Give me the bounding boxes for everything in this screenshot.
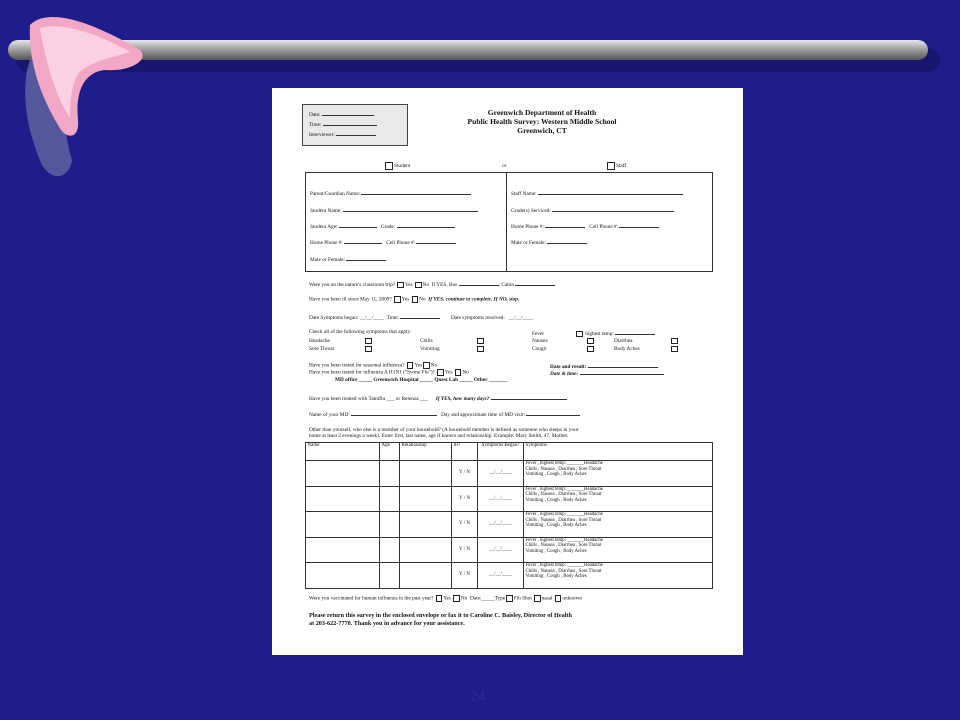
staff-checkbox: Staff <box>606 162 626 170</box>
col-relationship: Relationship <box>400 443 452 461</box>
symptoms-col4-boxes <box>670 337 679 353</box>
date-time-field: Date & time: <box>550 369 664 377</box>
time-field: Time: <box>309 120 377 128</box>
blank-cell <box>380 512 400 538</box>
blank-cell <box>306 512 380 538</box>
question-ill: Have you been ill since May 11, 2009? Yes No If YES, continue to complete. If NO, stop. <box>309 296 520 303</box>
page-number: 24 <box>470 688 486 704</box>
table-row <box>306 512 713 538</box>
symptoms-cell <box>524 537 713 563</box>
symptom-line: Chills , Nausea , Diarrhea , Sore Throat <box>525 568 602 574</box>
symptom-line: Vomiting , Cough , Body Aches <box>525 574 587 580</box>
staff-phone-fields: Home Phone #: Cell Phone #: <box>511 222 659 230</box>
began-cell: __/__/____ <box>478 512 524 538</box>
grades-serviced-field: Grade(s) Serviced: <box>511 206 674 214</box>
ill-cell: Y / N <box>452 461 478 487</box>
blank-cell <box>306 461 380 487</box>
ill-cell: Y / N <box>452 486 478 512</box>
return-instructions: Please return this survey in the enclosed envelope or fax it to Caroline C. Baisley, Director of Health at 203-622-7770. Thank you in advance for your assistance. <box>309 612 572 628</box>
or-label: or <box>502 163 507 169</box>
col-symptoms: Symptoms <box>524 443 713 461</box>
blank-cell <box>306 537 380 563</box>
question-vaccine: Were you vaccinated for human influenza in the past year? Yes No Date:_____Type Flu Shot nasal unknown <box>309 595 583 602</box>
table-row <box>306 486 713 512</box>
ill-cell: Y / N <box>452 512 478 538</box>
symptom-line: Fever , highest temp: _______Headache <box>525 563 603 568</box>
fever-checkbox: Fever highest temp: <box>532 329 655 337</box>
blank-cell <box>400 461 452 487</box>
question-symptom-dates: Date Symptoms began: __/__/____ Time: Date symptoms resolved: __/__/____ <box>309 315 533 321</box>
question-trip: Were you on the nature's classroom trip? Yes No If YES, Bus ; Cabin <box>309 280 555 288</box>
symptom-line: Fever , highest temp: _______Headache <box>525 486 603 492</box>
staff-gender-field: Male or Female: <box>511 238 587 246</box>
phone-fields: Home Phone #: Cell Phone #: <box>310 238 456 246</box>
symptom-line: Chills , Nausea , Diarrhea , Sore Throat <box>525 517 602 523</box>
blank-cell <box>400 512 452 538</box>
parent-name-field: Parent/Guardian Name: <box>310 189 471 197</box>
question-tamiflu: Have you been treated with Tamiflu ___ or Relenza ___ If YES, how many days? <box>309 394 567 402</box>
question-seasonal-flu: Have you been tested for seasonal influenza? Yes No <box>309 362 438 369</box>
symptoms-col2: Chills Vomiting <box>420 338 440 352</box>
household-intro: Other than yourself, who else is a member of your household? (A household member is defined as someone who sleeps in your home at least 2 evenings a week). Enter first, last name, age if known and relationship. Example: Mary Smith, 47, Mother. <box>309 427 579 440</box>
symptom-line: Fever , highest temp: _______Headache <box>525 461 603 466</box>
table-row <box>306 537 713 563</box>
question-md: Name of your MD: Day and approximate time of MD visit: <box>309 410 580 418</box>
symptoms-cell <box>524 563 713 589</box>
student-checkbox: Student <box>384 162 410 170</box>
table-row <box>306 563 713 589</box>
date-field: Date: <box>309 110 374 118</box>
student-name-field: Student Name: <box>310 206 478 214</box>
symptom-line: Chills , Nausea , Diarrhea , Sore Throat <box>525 492 602 498</box>
col-age: Age <box>380 443 400 461</box>
symptom-line: Vomiting , Cough , Body Aches <box>525 497 587 503</box>
student-age-field: Student Age: Grade: <box>310 222 455 230</box>
blank-cell <box>400 537 452 563</box>
symptoms-col1: Headache Sore Throat <box>309 338 335 352</box>
blank-cell <box>400 486 452 512</box>
blank-cell <box>380 563 400 589</box>
blank-cell <box>380 537 400 563</box>
ill-cell: Y / N <box>452 537 478 563</box>
symptom-line: Vomiting , Cough , Body Aches <box>525 548 587 554</box>
symptoms-col3-boxes <box>586 337 595 353</box>
ill-cell: Y / N <box>452 563 478 589</box>
date-result-field: Date and result: <box>550 362 658 370</box>
table-row <box>306 461 713 487</box>
staff-name-field: Staff Name: <box>511 189 683 197</box>
symptoms-cell <box>524 461 713 487</box>
col-symptoms-began: Symptoms Began? <box>478 443 524 461</box>
symptom-line: Vomiting , Cough , Body Aches <box>525 472 587 478</box>
personal-info-box <box>305 172 713 272</box>
test-locations: MD office _____ Greenwich Hospital _____ Quest Lab _____ Other _______ <box>335 377 508 383</box>
symptoms-col3: Nausea Cough <box>532 338 548 352</box>
gender-field: Male or Female: <box>310 255 386 263</box>
blank-cell <box>380 461 400 487</box>
began-cell: __/__/____ <box>478 563 524 589</box>
blank-cell <box>306 486 380 512</box>
question-h1n1: Have you been tested for influenza A H1N1 ("Swine Flu")? Yes No <box>309 369 469 376</box>
began-cell: __/__/____ <box>478 537 524 563</box>
began-cell: __/__/____ <box>478 486 524 512</box>
symptom-line: Vomiting , Cough , Body Aches <box>525 523 587 529</box>
symptom-line: Fever , highest temp: _______Headache <box>525 537 603 543</box>
symptoms-cell <box>524 486 713 512</box>
blank-cell <box>400 563 452 589</box>
began-cell: __/__/____ <box>478 461 524 487</box>
col-ill: Ill? <box>452 443 478 461</box>
symptoms-col2-boxes <box>476 337 485 353</box>
interviewer-field: Interviewer: <box>309 130 376 138</box>
survey-document <box>272 88 743 655</box>
survey-title: Greenwich Department of Health Public Health Survey: Western Middle School Greenwich, CT <box>467 108 617 136</box>
blank-cell <box>380 486 400 512</box>
col-name: Name <box>306 443 380 461</box>
symptoms-intro: Check all of the following symptoms that apply: <box>309 329 412 335</box>
symptom-line: Fever , highest temp: _______Headache <box>525 512 603 517</box>
symptoms-col1-boxes <box>364 337 373 353</box>
symptoms-cell <box>524 512 713 538</box>
symptom-line: Chills , Nausea , Diarrhea , Sore Throat <box>525 466 602 472</box>
blank-cell <box>306 563 380 589</box>
symptoms-col4: Diarrhea Body Aches <box>614 338 640 352</box>
symptom-line: Chills , Nausea , Diarrhea , Sore Throat <box>525 543 602 549</box>
household-table <box>305 442 713 588</box>
